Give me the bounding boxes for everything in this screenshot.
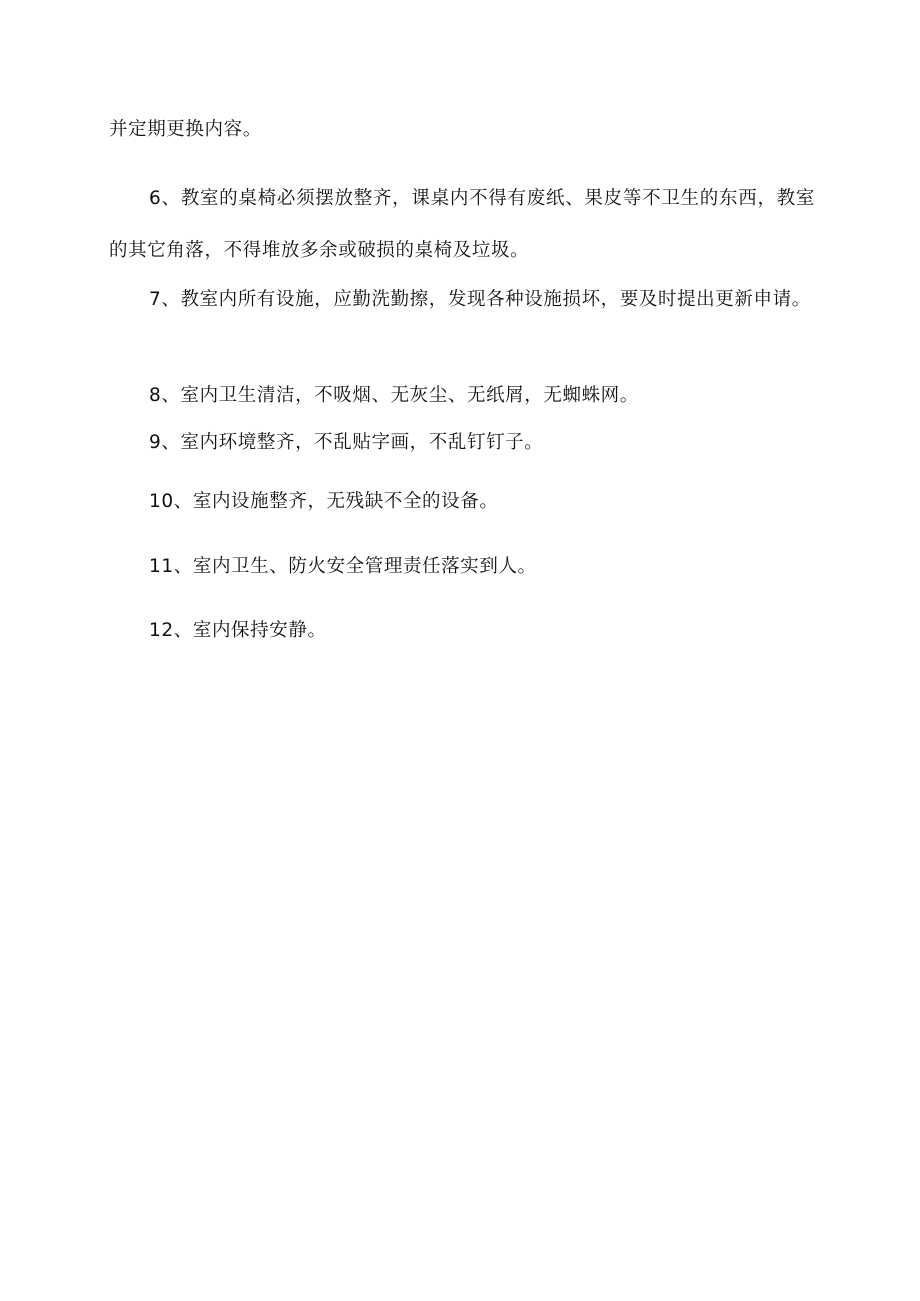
paragraph-item-12: 12、室内保持安静。 (149, 620, 327, 641)
paragraph-item-10: 10、室内设施整齐，无残缺不全的设备。 (149, 491, 499, 512)
paragraph-item-7: 7、教室内所有设施，应勤洗勤擦，发现各种设施损坏，要及时提出更新申请。 (149, 289, 811, 310)
paragraph-item-9: 9、室内环境整齐，不乱贴字画，不乱钉钉子。 (149, 432, 544, 453)
paragraph-item-6: 6、教室的桌椅必须摆放整齐，课桌内不得有废纸、果皮等不卫生的东西，教室的其它角落，不得堆放多余或破损的桌椅及垃圾。 (109, 188, 815, 261)
paragraph-item-11: 11、室内卫生、防火安全管理责任落实到人。 (149, 556, 537, 577)
paragraph-item-8: 8、室内卫生清洁，不吸烟、无灰尘、无纸屑，无蜘蛛网。 (149, 385, 639, 406)
paragraph-continuation: 并定期更换内容。 (109, 119, 262, 140)
